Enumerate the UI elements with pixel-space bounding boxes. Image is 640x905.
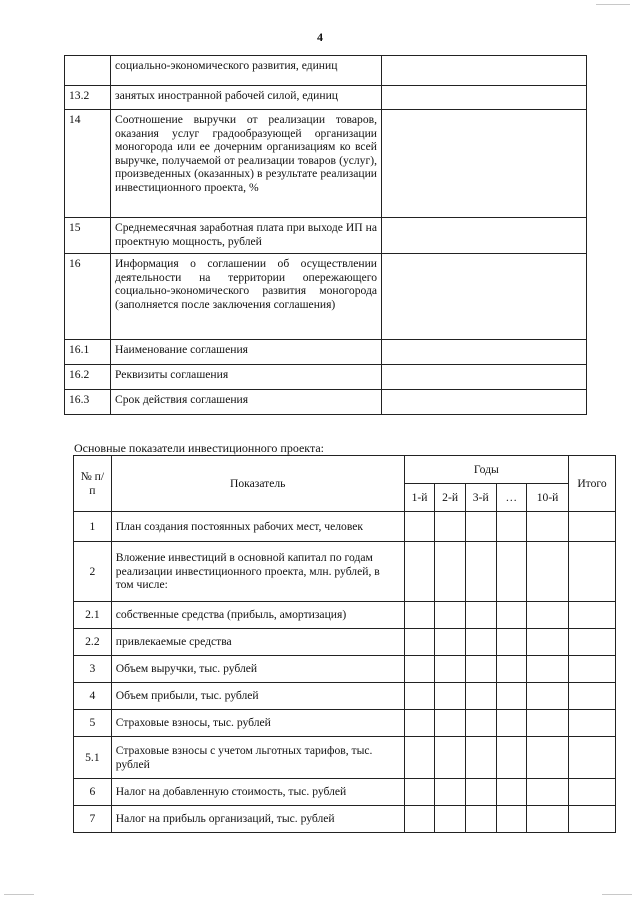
info-row-number: 13.2	[65, 86, 111, 110]
header-indicator: Показатель	[111, 456, 404, 512]
info-row	[65, 218, 587, 254]
total-value-cell	[568, 710, 615, 737]
info-row-number: 14	[65, 110, 111, 218]
indicator-row	[74, 779, 616, 806]
year-value-cell	[465, 737, 496, 779]
header-year: 1-й	[404, 484, 435, 512]
total-value-cell	[568, 806, 615, 833]
year-value-cell	[404, 512, 435, 542]
indicator-number: 6	[74, 779, 112, 806]
year-value-cell	[496, 806, 527, 833]
indicator-name: Страховые взносы, тыс. рублей	[111, 710, 404, 737]
bottom-scan-mark-left	[4, 894, 34, 895]
year-value-cell	[435, 806, 466, 833]
info-row-value	[382, 56, 587, 86]
info-row-value	[382, 254, 587, 340]
year-value-cell	[496, 710, 527, 737]
indicators-heading: Основные показатели инвестиционного проекта:	[74, 441, 325, 455]
total-value-cell	[568, 737, 615, 779]
year-value-cell	[404, 683, 435, 710]
info-row	[65, 365, 587, 390]
indicator-number: 4	[74, 683, 112, 710]
year-value-cell	[465, 683, 496, 710]
year-value-cell	[527, 779, 569, 806]
year-value-cell	[527, 656, 569, 683]
total-value-cell	[568, 512, 615, 542]
year-value-cell	[435, 779, 466, 806]
info-row-number: 16.1	[65, 340, 111, 365]
info-row-number	[65, 56, 111, 86]
year-value-cell	[527, 806, 569, 833]
year-value-cell	[435, 542, 466, 602]
year-value-cell	[527, 737, 569, 779]
indicator-row	[74, 683, 616, 710]
year-value-cell	[404, 806, 435, 833]
year-value-cell	[465, 656, 496, 683]
info-row-description: Реквизиты соглашения	[111, 365, 382, 390]
info-row-value	[382, 390, 587, 415]
info-row	[65, 110, 587, 218]
year-value-cell	[465, 629, 496, 656]
indicator-number: 2	[74, 542, 112, 602]
year-value-cell	[496, 512, 527, 542]
indicator-number: 5.1	[74, 737, 112, 779]
year-value-cell	[465, 512, 496, 542]
year-value-cell	[435, 683, 466, 710]
total-value-cell	[568, 629, 615, 656]
indicator-row	[74, 737, 616, 779]
year-value-cell	[465, 602, 496, 629]
year-value-cell	[496, 602, 527, 629]
info-row-number: 16.3	[65, 390, 111, 415]
info-row	[65, 56, 587, 86]
indicator-name: Вложение инвестиций в основной капитал по годам реализации инвестиционного проекта, млн. рублей, в том числе:	[111, 542, 404, 602]
project-info-table	[64, 55, 587, 415]
info-row-value	[382, 86, 587, 110]
year-value-cell	[404, 779, 435, 806]
year-value-cell	[465, 710, 496, 737]
year-value-cell	[404, 710, 435, 737]
year-value-cell	[404, 629, 435, 656]
year-value-cell	[496, 542, 527, 602]
corner-scan-mark	[596, 4, 630, 5]
header-year: …	[496, 484, 527, 512]
page-number: 4	[317, 30, 323, 44]
indicator-name: Страховые взносы с учетом льготных тарифов, тыс. рублей	[111, 737, 404, 779]
header-year: 2-й	[435, 484, 466, 512]
info-row	[65, 340, 587, 365]
indicator-name: привлекаемые средства	[111, 629, 404, 656]
total-value-cell	[568, 602, 615, 629]
info-row-value	[382, 365, 587, 390]
info-row-description: Наименование соглашения	[111, 340, 382, 365]
year-value-cell	[435, 656, 466, 683]
year-value-cell	[435, 737, 466, 779]
year-value-cell	[404, 602, 435, 629]
indicator-row	[74, 629, 616, 656]
year-value-cell	[527, 683, 569, 710]
info-row-number: 16	[65, 254, 111, 340]
header-total: Итого	[568, 456, 615, 512]
indicator-row	[74, 806, 616, 833]
indicator-number: 3	[74, 656, 112, 683]
indicator-row	[74, 512, 616, 542]
year-value-cell	[435, 629, 466, 656]
info-row-description: Среднемесячная заработная плата при выходе ИП на проектную мощность, рублей	[111, 218, 382, 254]
year-value-cell	[435, 512, 466, 542]
info-row	[65, 390, 587, 415]
info-row-value	[382, 110, 587, 218]
indicator-name: Объем выручки, тыс. рублей	[111, 656, 404, 683]
year-value-cell	[404, 656, 435, 683]
year-value-cell	[465, 806, 496, 833]
total-value-cell	[568, 656, 615, 683]
indicator-row	[74, 542, 616, 602]
indicator-number: 2.2	[74, 629, 112, 656]
year-value-cell	[465, 779, 496, 806]
info-row-description: Информация о соглашении об осуществлении деятельности на территории опережающего социально-экономического развития моногорода (заполняется после заключения соглашения)	[111, 254, 382, 340]
info-row-value	[382, 218, 587, 254]
year-value-cell	[435, 710, 466, 737]
total-value-cell	[568, 779, 615, 806]
indicator-number: 5	[74, 710, 112, 737]
info-row-number: 16.2	[65, 365, 111, 390]
indicator-number: 2.1	[74, 602, 112, 629]
total-value-cell	[568, 542, 615, 602]
indicator-row	[74, 602, 616, 629]
header-year: 3-й	[465, 484, 496, 512]
indicator-row	[74, 656, 616, 683]
header-num: № п/п	[74, 456, 112, 512]
info-row-description: Соотношение выручки от реализации товаров, оказания услуг градообразующей организации моногорода или ее дочерним организациям ко всей выручке, получаемой от реализации товаров (услуг), произведенных (оказанных) в результате реализации инвестиционного проекта, %	[111, 110, 382, 218]
year-value-cell	[527, 710, 569, 737]
indicators-table	[73, 455, 616, 833]
info-row-value	[382, 340, 587, 365]
total-value-cell	[568, 683, 615, 710]
info-row	[65, 254, 587, 340]
indicator-name: Объем прибыли, тыс. рублей	[111, 683, 404, 710]
header-years: Годы	[404, 456, 568, 484]
indicator-name: Налог на прибыль организаций, тыс. рублей	[111, 806, 404, 833]
info-row-number: 15	[65, 218, 111, 254]
year-value-cell	[496, 629, 527, 656]
year-value-cell	[404, 737, 435, 779]
info-row-description: социально-экономического развития, единиц	[111, 56, 382, 86]
info-row	[65, 86, 587, 110]
indicator-name: План создания постоянных рабочих мест, человек	[111, 512, 404, 542]
year-value-cell	[527, 629, 569, 656]
year-value-cell	[527, 512, 569, 542]
indicator-name: собственные средства (прибыль, амортизация)	[111, 602, 404, 629]
year-value-cell	[527, 542, 569, 602]
info-row-description: Срок действия соглашения	[111, 390, 382, 415]
year-value-cell	[496, 683, 527, 710]
indicator-number: 1	[74, 512, 112, 542]
info-row-description: занятых иностранной рабочей силой, единиц	[111, 86, 382, 110]
year-value-cell	[496, 737, 527, 779]
year-value-cell	[496, 779, 527, 806]
indicator-name: Налог на добавленную стоимость, тыс. рублей	[111, 779, 404, 806]
year-value-cell	[527, 602, 569, 629]
bottom-scan-mark-right	[602, 894, 632, 895]
year-value-cell	[435, 602, 466, 629]
year-value-cell	[465, 542, 496, 602]
indicator-number: 7	[74, 806, 112, 833]
header-year: 10-й	[527, 484, 569, 512]
year-value-cell	[496, 656, 527, 683]
indicator-row	[74, 710, 616, 737]
year-value-cell	[404, 542, 435, 602]
